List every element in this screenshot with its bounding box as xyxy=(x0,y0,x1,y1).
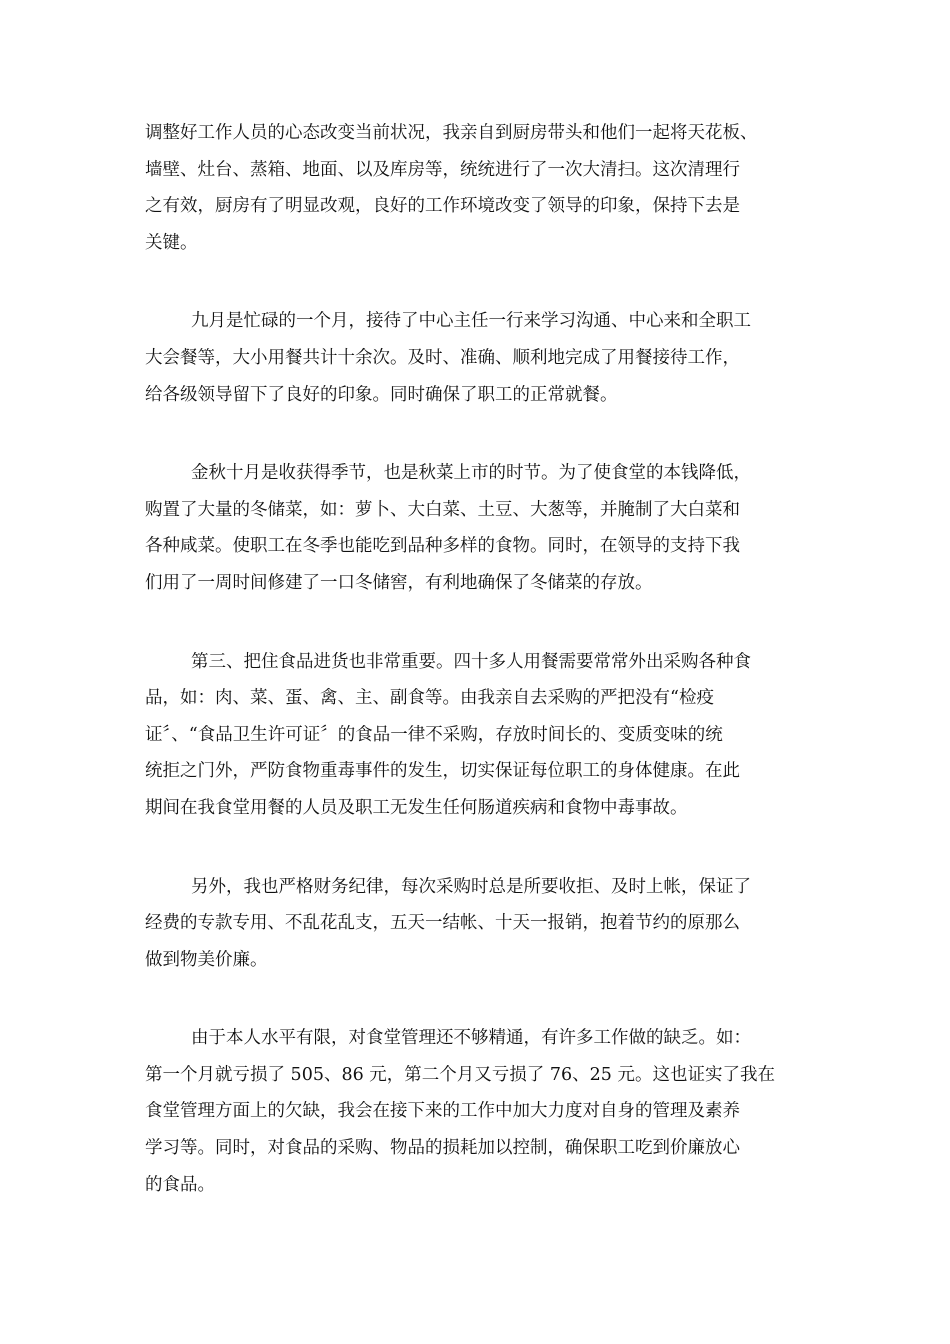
text-line: 的食品。 xyxy=(145,1174,215,1195)
text-line: 第三、把住食品进货也非常重要。四十多人用餐需要常常外出采购各种食 xyxy=(191,651,751,672)
text-line: 各种咸菜。使职工在冬季也能吃到品种多样的食物。同时，在领导的支持下我 xyxy=(145,536,740,557)
text-line: 另外，我也严格财务纪律，每次采购时总是所要收拒、及时上帐，保证了 xyxy=(191,876,751,897)
text-line: 墙壁、灶台、蒸箱、地面、以及库房等，统统进行了一次大清扫。这次清理行 xyxy=(145,159,740,180)
text-line: 之有效，厨房有了明显改观，良好的工作环境改变了领导的印象，保持下去是 xyxy=(145,196,740,217)
text-line: 九月是忙碌的一个月，接待了中心主任一行来学习沟通、中心来和全职工 xyxy=(191,311,751,332)
text-line: 们用了一周时间修建了一口冬储窖，有利地确保了冬储菜的存放。 xyxy=(145,572,653,593)
text-line: 由于本人水平有限，对食堂管理还不够精通，有许多工作做的缺乏。如： xyxy=(191,1028,751,1049)
text-line: 证〞、“食品卫生许可证〞的食品一律不采购，存放时间长的、变质变味的统 xyxy=(145,724,723,745)
text-line: 关键。 xyxy=(145,232,198,253)
paragraph-finance xyxy=(145,869,805,979)
text-line: 经费的专款专用、不乱花乱支，五天一结帐、十天一报销，抱着节约的原那么 xyxy=(145,913,740,934)
text-line: 食堂管理方面上的欠缺，我会在接下来的工作中加大力度对自身的管理及素养 xyxy=(145,1101,740,1122)
text-line: 品，如：肉、菜、蛋、禽、主、副食等。由我亲自去采购的严把没有“检疫 xyxy=(145,688,714,709)
text-line: 做到物美价廉。 xyxy=(145,949,268,970)
text-line: 第一个月就亏损了 505、86 元，第二个月又亏损了 76、25 元。这也证实了我在 xyxy=(145,1064,775,1085)
document-body xyxy=(145,115,805,1245)
text-line: 购置了大量的冬储菜，如：萝卜、大白菜、土豆、大葱等，并腌制了大白菜和 xyxy=(145,499,740,520)
text-line: 大会餐等，大小用餐共计十余次。及时、准确、顺利地完成了用餐接待工作， xyxy=(145,347,740,368)
text-line: 期间在我食堂用餐的人员及职工无发生任何肠道疾病和食物中毒事故。 xyxy=(145,797,688,818)
paragraph-kitchen-cleaning xyxy=(145,115,805,261)
paragraph-shortcomings xyxy=(145,1020,805,1203)
text-line: 学习等。同时，对食品的采购、物品的损耗加以控制，确保职工吃到价廉放心 xyxy=(145,1138,740,1159)
paragraph-food-procurement xyxy=(145,644,805,827)
text-line: 调整好工作人员的心态改变当前状况，我亲自到厨房带头和他们一起将天花板、 xyxy=(145,123,758,143)
paragraph-october xyxy=(145,455,805,601)
text-line: 金秋十月是收获得季节，也是秋菜上市的时节。为了使食堂的本钱降低， xyxy=(191,463,751,484)
paragraph-september xyxy=(145,303,805,413)
text-line: 统拒之门外，严防食物重毒事件的发生，切实保证每位职工的身体健康。在此 xyxy=(145,761,740,782)
text-line: 给各级领导留下了良好的印象。同时确保了职工的正常就餐。 xyxy=(145,384,618,405)
